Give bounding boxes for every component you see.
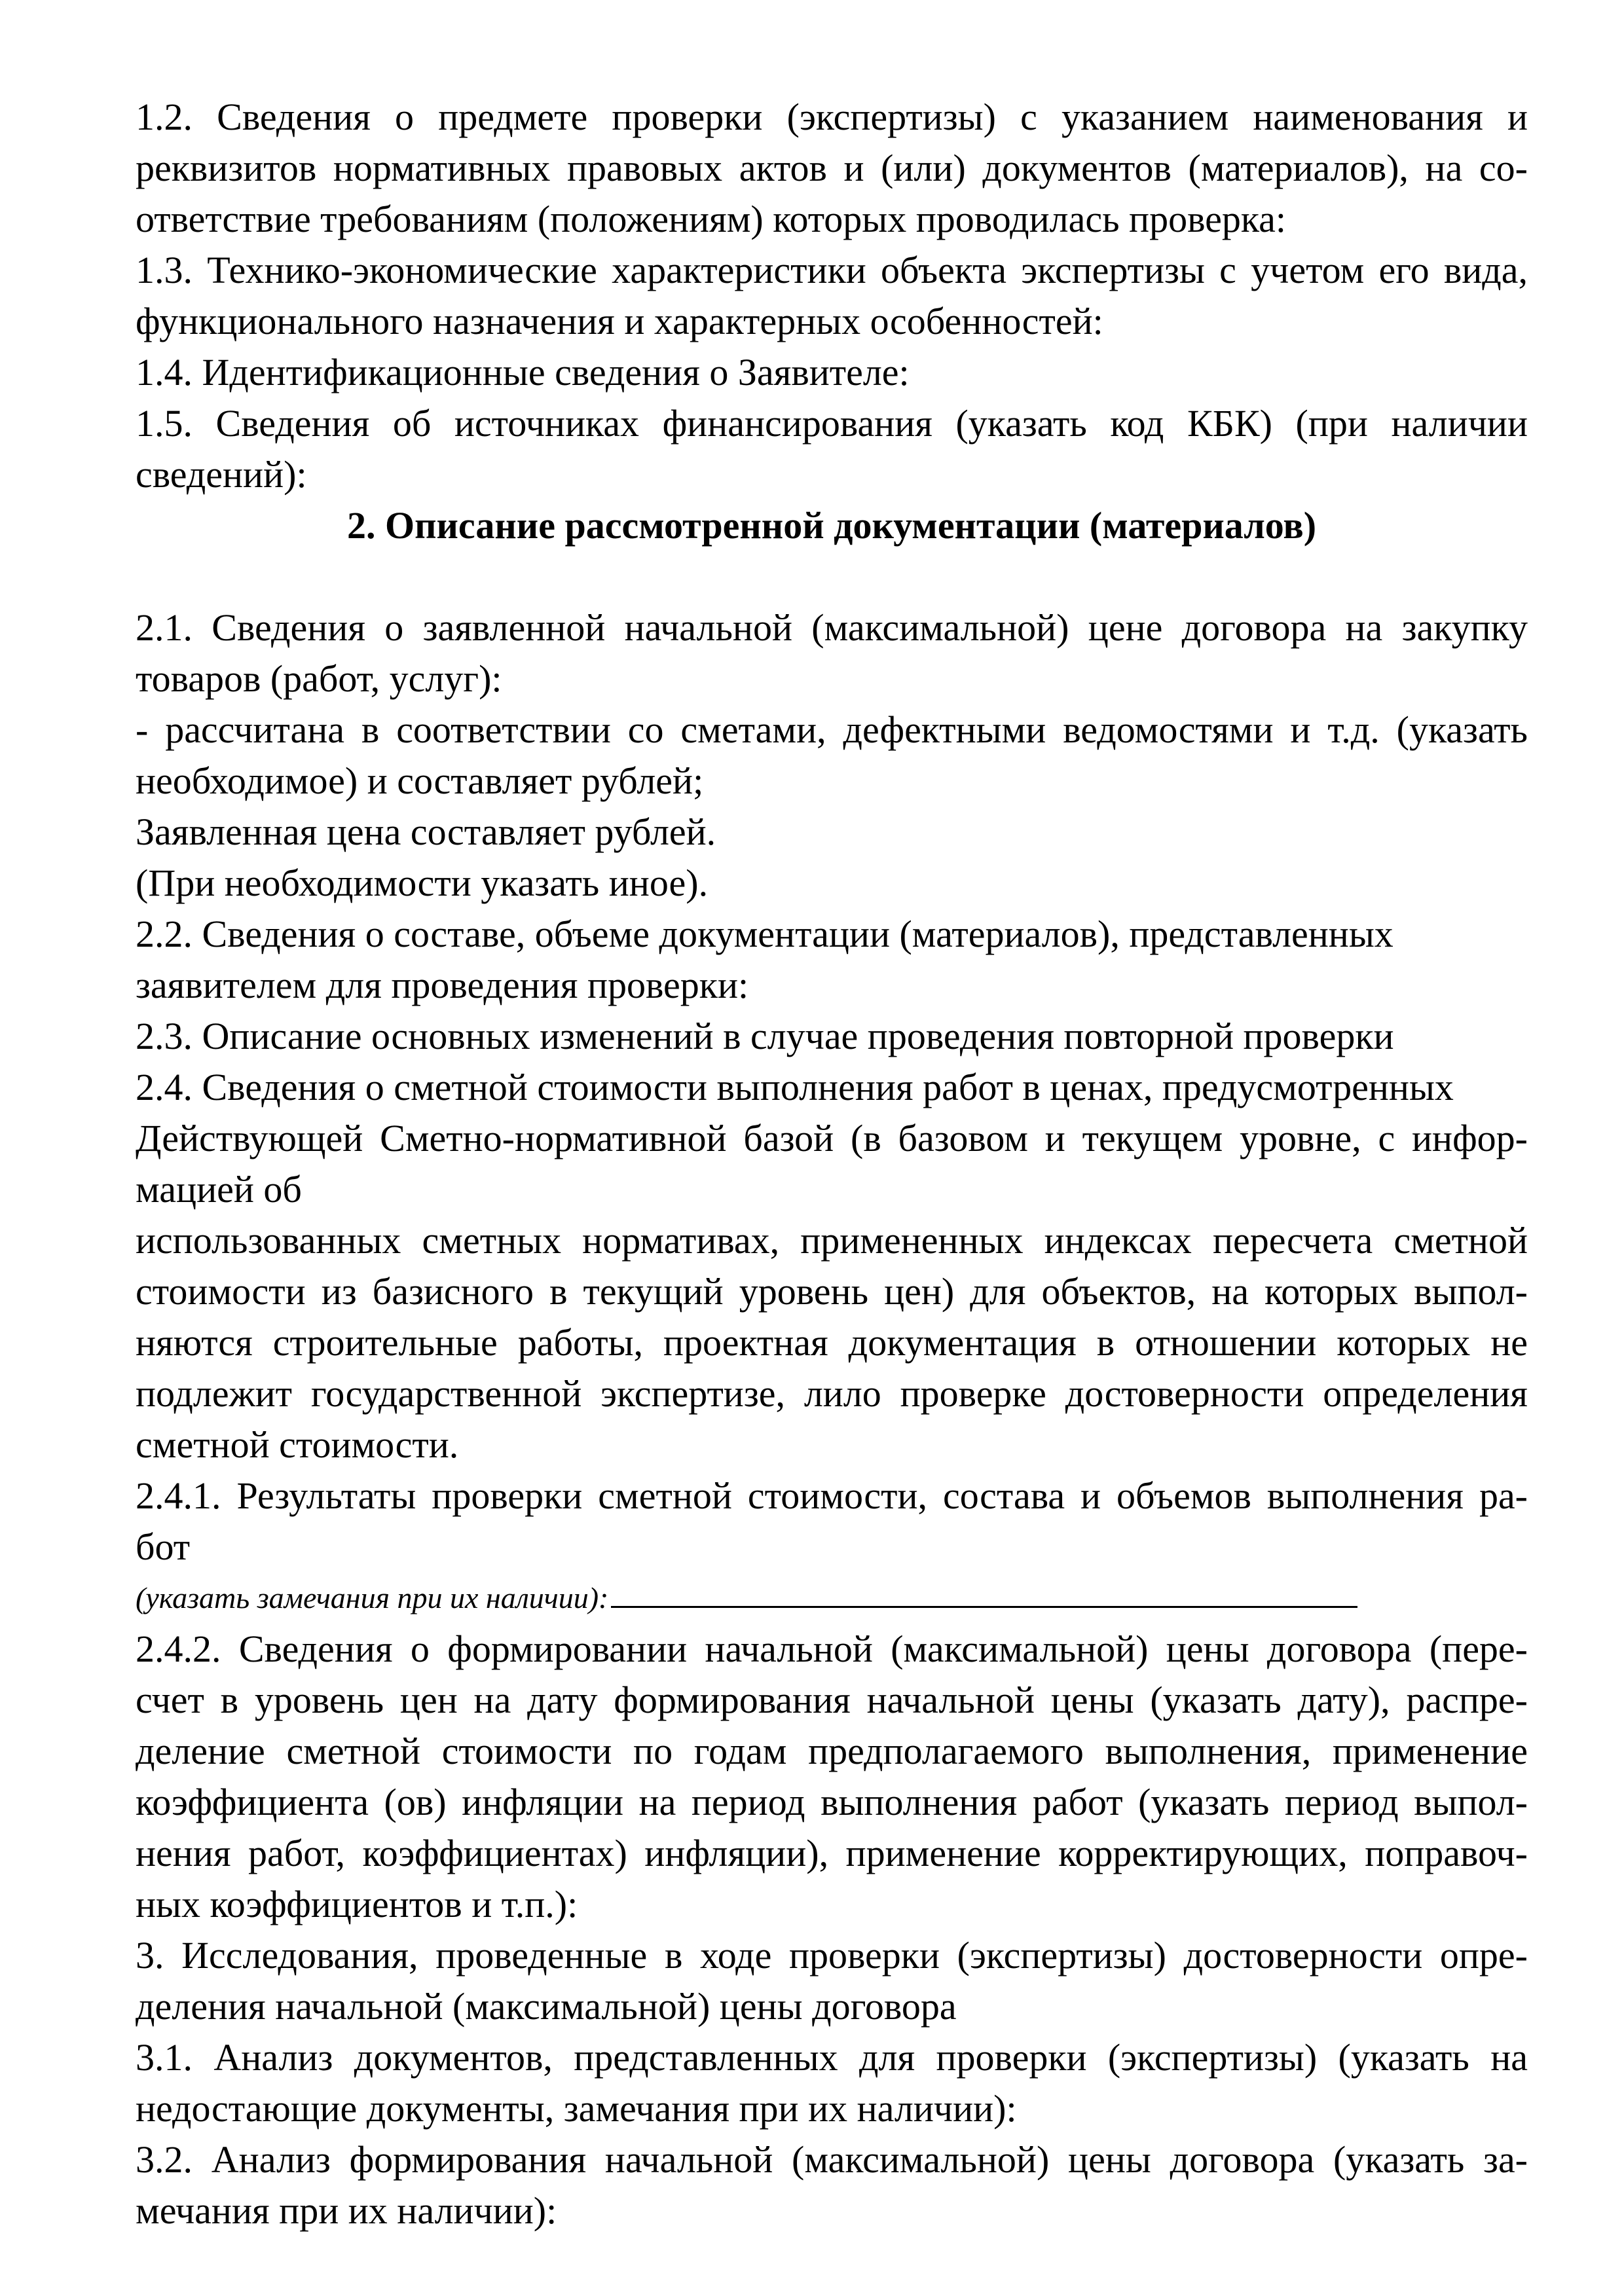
- line-text: деления начальной (максимальной) цены договора: [136, 1985, 957, 2028]
- line-text: 1.3. Технико-экономические характеристики объекта экспертизы с учетом его вида,: [136, 249, 1528, 291]
- text-line: [136, 1011, 1528, 1062]
- line-text: бот: [136, 1525, 191, 1568]
- document-body: [136, 92, 1528, 2236]
- text-line: [136, 2083, 1528, 2134]
- line-text: использованных сметных нормативах, примененных индексах пересчета сметной: [136, 1219, 1528, 1262]
- text-line: [136, 1266, 1528, 1317]
- text-line: [136, 1777, 1528, 1828]
- text-line: [136, 1164, 1528, 1215]
- line-text: подлежит государственной экспертизе, лило проверке достоверности определения: [136, 1372, 1528, 1415]
- text-line: [136, 1419, 1528, 1470]
- line-text: 2.4.1. Результаты проверки сметной стоимости, состава и объемов выполнения ра-: [136, 1474, 1528, 1517]
- line-text: 2.4. Сведения о сметной стоимости выполнения работ в ценах, предусмотренных: [136, 1066, 1454, 1108]
- fill-in-underline: [611, 1606, 1357, 1608]
- line-text: (указать замечания при их наличии):: [136, 1581, 609, 1614]
- line-text: 1.5. Сведения об источниках финансирования (указать код КБК) (при наличии: [136, 402, 1528, 445]
- line-text: 2. Описание рассмотренной документации (материалов): [346, 504, 1317, 547]
- line-text: стоимости из базисного в текущий уровень цен) для объектов, на которых выпол-: [136, 1270, 1528, 1313]
- line-text: - рассчитана в соответствии со сметами, дефектными ведомостями и т.д. (указать: [136, 708, 1528, 751]
- section-heading: [136, 500, 1528, 551]
- text-line: [136, 1828, 1528, 1879]
- text-line: [136, 1368, 1528, 1419]
- text-line: [136, 296, 1528, 347]
- line-text: 3.1. Анализ документов, представленных для проверки (экспертизы) (указать на: [136, 2036, 1528, 2079]
- text-line: [136, 449, 1528, 500]
- line-text: недостающие документы, замечания при их наличии):: [136, 2087, 1017, 2130]
- line-text: заявителем для проведения проверки:: [136, 964, 749, 1006]
- line-text: (При необходимости указать иное).: [136, 862, 709, 904]
- line-text: коэффициента (ов) инфляции на период выполнения работ (указать период выпол-: [136, 1781, 1528, 1823]
- text-line: [136, 1624, 1528, 1675]
- line-text: 2.3. Описание основных изменений в случае проведения повторной проверки: [136, 1015, 1394, 1057]
- text-line: [136, 2185, 1528, 2236]
- line-text: сведений):: [136, 453, 307, 496]
- text-line: [136, 1726, 1528, 1777]
- text-line: [136, 1573, 1528, 1624]
- text-line: [136, 858, 1528, 909]
- text-line: [136, 960, 1528, 1011]
- text-line: [136, 1981, 1528, 2032]
- line-text: 2.2. Сведения о составе, объеме документации (материалов), представленных: [136, 913, 1393, 955]
- line-text: 1.2. Сведения о предмете проверки (экспертизы) с указанием наименования и: [136, 96, 1528, 138]
- text-line: [136, 1113, 1528, 1164]
- text-line: [136, 194, 1528, 245]
- line-text: деление сметной стоимости по годам предполагаемого выполнения, применение: [136, 1730, 1528, 1772]
- line-text: ных коэффициентов и т.п.):: [136, 1883, 578, 1925]
- text-line: [136, 1317, 1528, 1368]
- text-line: [136, 347, 1528, 398]
- line-text: мацией об: [136, 1168, 302, 1211]
- line-text: Действующей Сметно-нормативной базой (в базовом и текущем уровне, с инфор-: [136, 1117, 1528, 1159]
- line-text: сметной стоимости.: [136, 1423, 459, 1466]
- line-text: Заявленная цена составляет рублей.: [136, 811, 716, 853]
- text-line: [136, 92, 1528, 143]
- line-text: нения работ, коэффициентах) инфляции), применение корректирующих, поправоч-: [136, 1832, 1528, 1874]
- line-text: товаров (работ, услуг):: [136, 657, 502, 700]
- text-line: [136, 909, 1528, 960]
- line-text: 3.2. Анализ формирования начальной (максимальной) цены договора (указать за-: [136, 2138, 1528, 2181]
- line-text: 2.4.2. Сведения о формировании начальной (максимальной) цены договора (пере-: [136, 1628, 1528, 1670]
- line-text: 3. Исследования, проведенные в ходе проверки (экспертизы) достоверности опре-: [136, 1934, 1528, 1977]
- text-line: [136, 143, 1528, 194]
- text-line: [136, 1879, 1528, 1930]
- text-line: [136, 1522, 1528, 1573]
- line-text: функционального назначения и характерных особенностей:: [136, 300, 1103, 342]
- line-text: счет в уровень цен на дату формирования начальной цены (указать дату), распре-: [136, 1679, 1528, 1721]
- line-text: 1.4. Идентификационные сведения о Заявителе:: [136, 351, 910, 393]
- text-line: [136, 1675, 1528, 1726]
- text-line: [136, 1062, 1528, 1113]
- line-text: няются строительные работы, проектная документация в отношении которых не: [136, 1321, 1528, 1364]
- text-line: [136, 653, 1528, 704]
- text-line: [136, 602, 1528, 653]
- text-line: [136, 1215, 1528, 1266]
- line-text: необходимое) и составляет рублей;: [136, 759, 704, 802]
- text-line: [136, 1930, 1528, 1981]
- text-line: [136, 398, 1528, 449]
- text-line: [136, 245, 1528, 296]
- text-line: [136, 2032, 1528, 2083]
- text-line: [136, 756, 1528, 807]
- text-line: [136, 807, 1528, 858]
- blank-line: [136, 551, 1528, 602]
- text-line: [136, 704, 1528, 756]
- line-text: мечания при их наличии):: [136, 2189, 557, 2232]
- text-line: [136, 1470, 1528, 1522]
- line-text: 2.1. Сведения о заявленной начальной (максимальной) цене договора на закупку: [136, 606, 1528, 649]
- text-line: [136, 2134, 1528, 2185]
- line-text: реквизитов нормативных правовых актов и (или) документов (материалов), на со-: [136, 147, 1528, 189]
- line-text: ответствие требованиям (положениям) которых проводилась проверка:: [136, 198, 1287, 240]
